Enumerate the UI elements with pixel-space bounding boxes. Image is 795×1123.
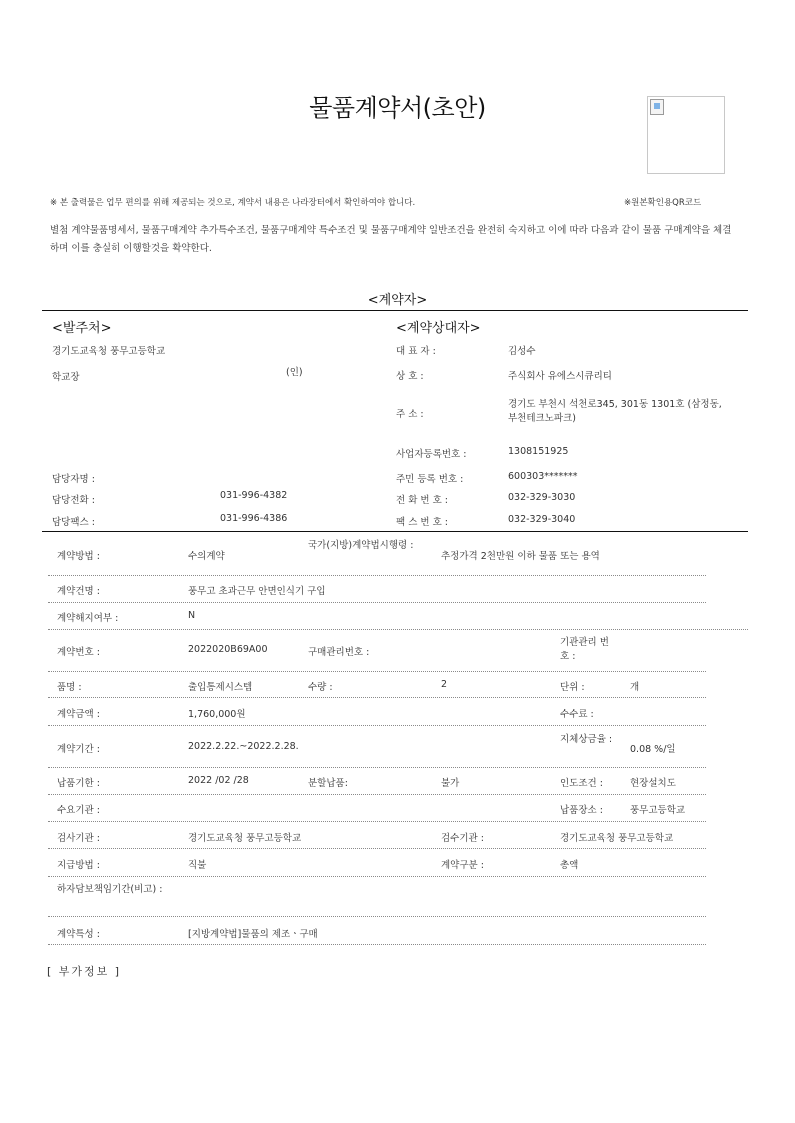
row-divider (48, 876, 706, 877)
cancel-label: 계약해지여부 : (57, 613, 119, 624)
row-divider (48, 575, 706, 576)
contact-fax-label: 담당팩스 : (52, 517, 95, 528)
orderer-title: 학교장 (52, 372, 80, 383)
decree-label: 국가(지방)계약법시행령 : (308, 540, 414, 551)
period-label: 계약기간 : (57, 744, 100, 755)
decree-value: 추정가격 2천만원 이하 물품 또는 용역 (441, 551, 600, 562)
item-label: 품명 : (57, 682, 82, 693)
fax-label: 팩 스 번 호 : (396, 517, 448, 528)
contact-fax: 031-996-4386 (220, 513, 288, 524)
qty-value: 2 (441, 679, 448, 690)
accept-org-label: 검수기관 : (441, 833, 484, 844)
contract-name-label: 계약건명 : (57, 586, 100, 597)
rrn-value: 600303******* (508, 471, 578, 482)
row-divider (48, 725, 706, 726)
row-divider (48, 916, 706, 917)
divider (42, 310, 748, 311)
parties-heading: <계약자> (367, 293, 428, 308)
company-label: 상 호 : (396, 371, 424, 382)
row-divider (48, 629, 748, 630)
delivery-condition-value: 현장설치도 (630, 778, 676, 789)
phone-value: 032-329-3030 (508, 492, 576, 503)
rep-label: 대 표 자 : (396, 346, 436, 357)
phone-label: 전 화 번 호 : (396, 495, 448, 506)
payment-label: 지급방법 : (57, 860, 100, 871)
broken-image-icon (650, 99, 664, 115)
delivery-condition-label: 인도조건 : (560, 778, 603, 789)
fax-value: 032-329-3040 (508, 514, 576, 525)
contact-phone-label: 담당전화 : (52, 495, 95, 506)
feature-value: [지방계약법]물품의 제조ㆍ구매 (188, 929, 318, 940)
notice-text: ※ 본 출력물은 업무 편의를 위해 제공되는 것으로, 계약서 내용은 나라장터에서 확인하여야 합니다. (50, 198, 416, 208)
additional-info-heading: [ 부가정보 ] (47, 965, 122, 978)
amount-value: 1,760,000원 (188, 709, 246, 720)
number-label: 계약번호 : (57, 647, 100, 658)
contractor-heading: <계약상대자> (396, 321, 481, 336)
bizno-value: 1308151925 (508, 446, 569, 457)
qr-code-image (647, 96, 725, 174)
row-divider (48, 671, 706, 672)
row-divider (48, 794, 706, 795)
company-value: 주식회사 유에스시큐리티 (508, 371, 612, 382)
row-divider (48, 821, 706, 822)
accept-org-value: 경기도교육청 풍무고등학교 (560, 833, 674, 844)
document-title: 물품계약서(초안) (309, 94, 486, 122)
fee-label: 수수료 : (560, 709, 594, 720)
row-divider (48, 697, 706, 698)
orderer-org: 경기도교육청 풍무고등학교 (52, 346, 166, 357)
row-divider (48, 944, 706, 945)
amount-label: 계약금액 : (57, 709, 100, 720)
row-divider (48, 767, 706, 768)
period-value: 2022.2.22.~2022.2.28. (188, 741, 299, 752)
inspect-org-value: 경기도교육청 풍무고등학교 (188, 833, 302, 844)
split-delivery-label: 분할납품: (308, 778, 348, 789)
split-delivery-value: 불가 (441, 778, 460, 789)
contact-phone: 031-996-4382 (220, 490, 288, 501)
item-value: 출입통제시스템 (188, 682, 253, 693)
method-label: 계약방법 : (57, 551, 100, 562)
warranty-label: 하자담보책임기간(비고) : (57, 884, 163, 895)
payment-value: 직불 (188, 860, 207, 871)
method-value: 수의계약 (188, 551, 225, 562)
unit-label: 단위 : (560, 682, 585, 693)
orderer-heading: <발주처> (52, 321, 112, 336)
number-value: 2022020B69A00 (188, 644, 268, 655)
deadline-label: 납품기한 : (57, 778, 100, 789)
cancel-value: N (188, 610, 196, 621)
deadline-value: 2022 /02 /28 (188, 775, 249, 786)
contract-type-label: 계약구분 : (441, 860, 484, 871)
row-divider (48, 602, 706, 603)
address-value: 경기도 부천시 석천로345, 301동 1301호 (삼정동, 부천테크노파크) (508, 399, 722, 424)
delivery-place-label: 납품장소 : (560, 805, 603, 816)
purchase-no-label: 구매관리번호 : (308, 647, 370, 658)
demand-org-label: 수요기관 : (57, 805, 100, 816)
rrn-label: 주민 등록 번호 : (396, 474, 464, 485)
agency-no-label: 기관관리 번호 : (560, 637, 609, 662)
seal-mark: (인) (286, 367, 303, 378)
intro-paragraph: 별첨 계약물품명세서, 물품구매계약 추가특수조건, 물품구매계약 특수조건 및 물품구매계약 일반조건을 완전히 숙지하고 이에 따라 다음과 같이 물품 구매계약을 체결하며 이를 충실히 이행할것을 확약한다. (50, 225, 732, 254)
qty-label: 수량 : (308, 682, 333, 693)
contract-type-value: 총액 (560, 860, 579, 871)
late-fee-label: 지체상금율 : (560, 734, 613, 745)
qr-label: ※원본확인용QR코드 (624, 198, 702, 208)
inspect-org-label: 검사기관 : (57, 833, 100, 844)
late-fee-value: 0.08 %/일 (630, 744, 676, 755)
unit-value: 개 (630, 682, 640, 693)
divider (42, 531, 748, 532)
rep-value: 김성수 (508, 346, 536, 357)
bizno-label: 사업자등록번호 : (396, 449, 467, 460)
address-label: 주 소 : (396, 409, 424, 420)
row-divider (48, 848, 706, 849)
contract-name-value: 풍무고 초과근무 안면인식기 구입 (188, 586, 326, 597)
delivery-place-value: 풍무고등학교 (630, 805, 686, 816)
contact-name-label: 담당자명 : (52, 474, 95, 485)
feature-label: 계약특성 : (57, 929, 100, 940)
